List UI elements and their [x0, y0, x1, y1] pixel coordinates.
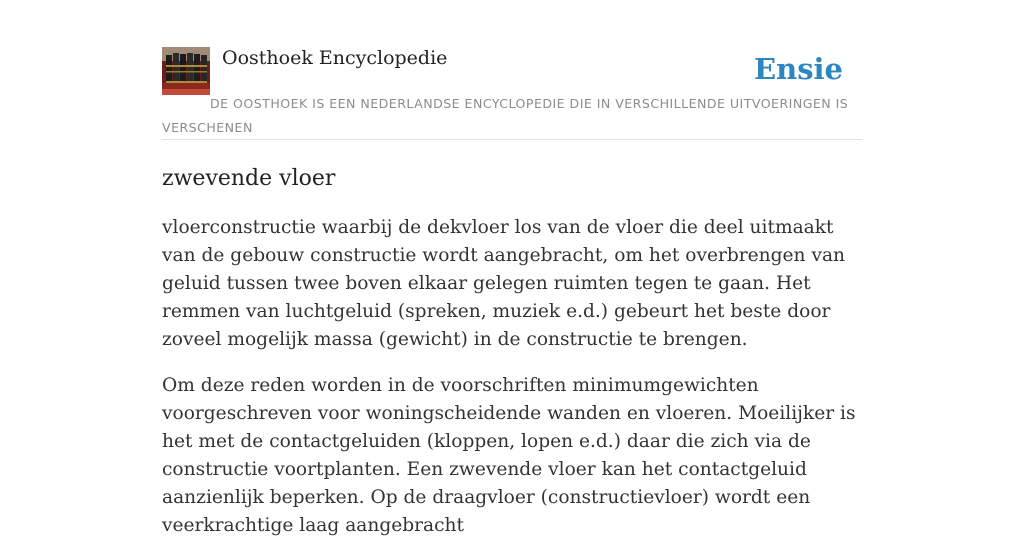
- article: [162, 162, 862, 558]
- encyclopedia-books-icon[interactable]: [162, 47, 210, 95]
- source-tagline: DE OOSTHOEK IS EEN NEDERLANDSE ENCYCLOPEDIE DIE IN VERSCHILLENDE UITVOERINGEN IS VERSCHENEN: [162, 96, 849, 135]
- site-header: [162, 40, 862, 140]
- source-name[interactable]: Oosthoek Encyclopedie: [222, 47, 448, 69]
- article-body: [162, 214, 862, 540]
- brand-logo[interactable]: Ensie: [754, 52, 843, 86]
- page-title: zwevende vloer: [162, 166, 336, 191]
- article-paragraph: Om deze reden worden in de voorschriften minimumgewichten voorgeschreven voor woningscheidende wanden en vloeren. Moeilijker is het met de contactgeluiden (kloppen, lopen e.d.) daar die zich via de constructie voortplanten. Een zwevende vloer kan het contactgeluid aanzienlijk beperken. Op de draagvloer (constructievloer) wordt een veerkrachtige laag aangebracht: [162, 375, 856, 536]
- article-paragraph: vloerconstructie waarbij de dekvloer los van de vloer die deel uitmaakt van de gebouw constructie wordt aangebracht, om het overbrengen van geluid tussen twee boven elkaar gelegen ruimten tegen te gaan. Het remmen van luchtgeluid (spreken, muziek e.d.) gebeurt het beste door zoveel mogelijk massa (gewicht) in de constructie te brengen.: [162, 217, 846, 350]
